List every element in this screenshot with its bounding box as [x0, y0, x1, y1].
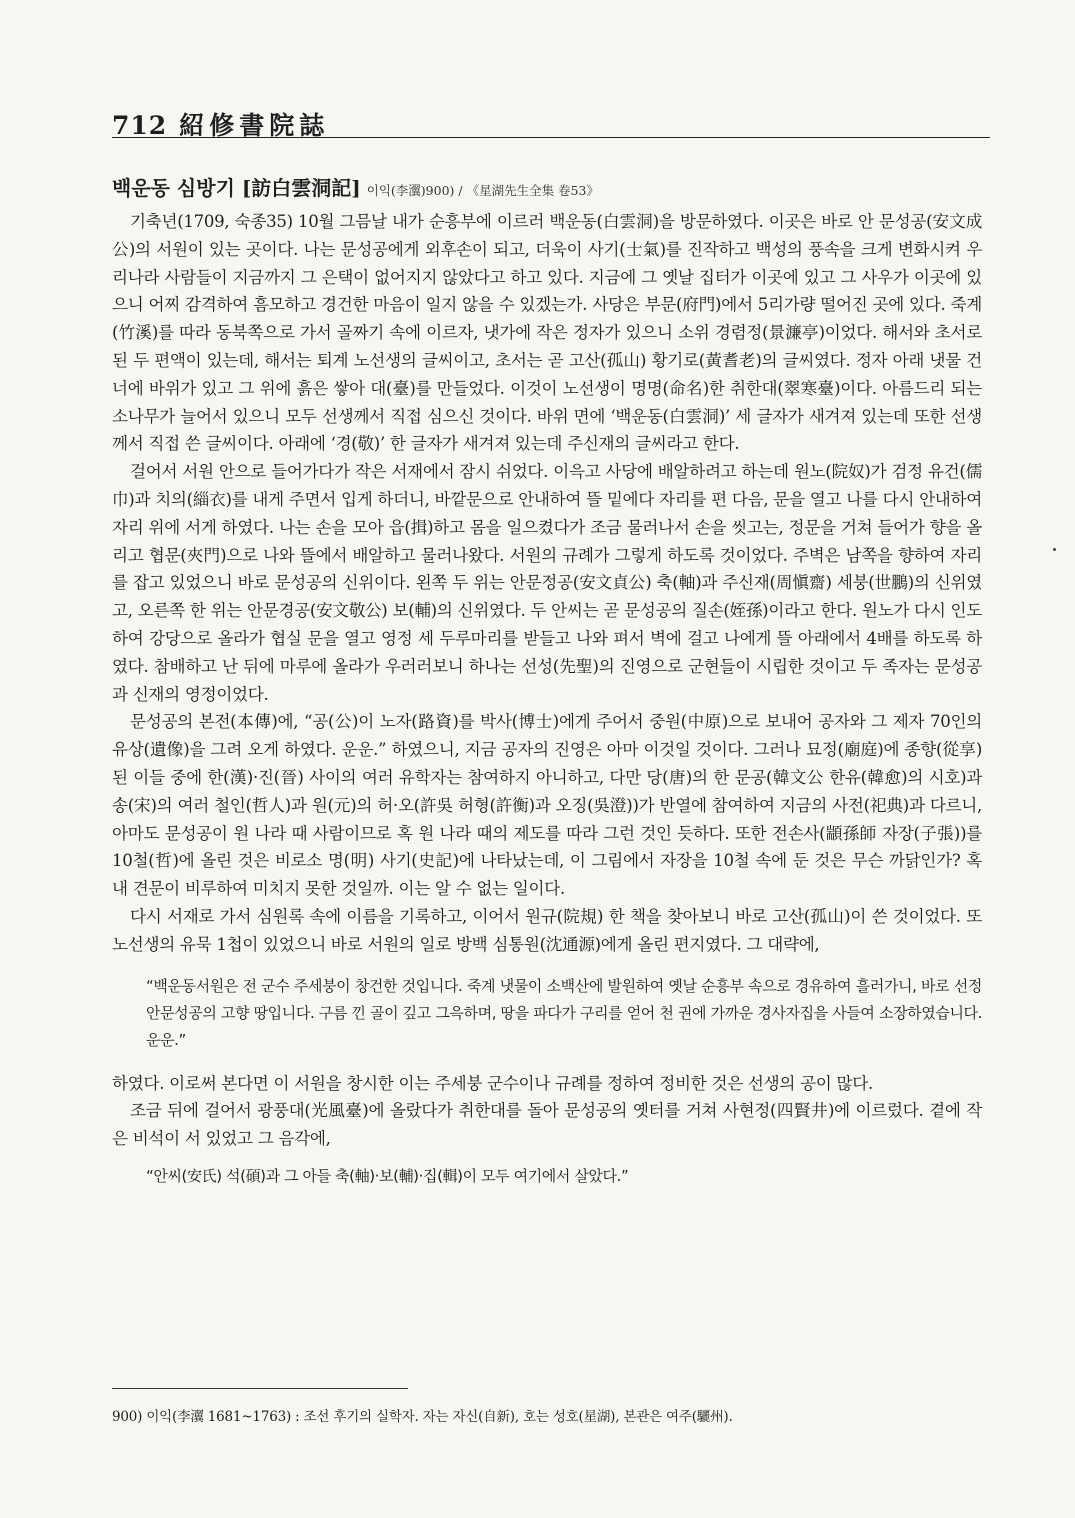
paragraph-4: 다시 서재로 가서 심원록 속에 이름을 기록하고, 이어서 원규(院規) 한 책을 찾아보니 바로 고산(孤山)이 쓴 것이었다. 또 노선생의 유묵 1첩이 있었으니 바로 서원의 일로 방백 심통원(沈通源)에게 올린 편지였다. 그 대략에, — [112, 906, 982, 954]
paragraph-2: 걸어서 서원 안으로 들어가다가 작은 서재에서 잠시 쉬었다. 이윽고 사당에 배알하려고 하는데 원노(院奴)가 검정 유건(儒巾)과 치의(緇衣)를 내게 주면서 입게 하더니, 바깥문으로 안내하여 뜰 밑에다 자리를 편 다음, 문을 열고 나를 다시 안내하여 자리 위에 서게 하였다. 나는 손을 모아 읍(揖)하고 몸을 일으켰다가 조금 물러나서 손을 씻고는, 정문을 거쳐 들어가 향을 올리고 협문(夾門)으로 나와 뜰에서 배알하고 물러나왔다. 서원의 규례가 그렇게 하도록 것이었다. 주벽은 남쪽을 향하여 자리를 잡고 있었으니 바로 문성공의 신위이다. 왼쪽 두 위는 안문정공(安文貞公) 축(軸)과 주신재(周愼齋) 세붕(世鵬)의 신위였고, 오른쪽 한 위는 안문경공(安文敬公) 보(輔)의 신위였다. 두 안씨는 곧 문성공의 질손(姪孫)이라고 한다. 원노가 다시 인도하여 강당으로 올라가 협실 문을 열고 영정 세 두루마리를 받들고 나와 펴서 벽에 걸고 나에게 뜰 아래에서 4배를 하도록 하였다. 참배하고 난 뒤에 마루에 올라가 우러러보니 하나는 선성(先聖)의 진영으로 군현들이 시립한 것이고 두 족자는 문성공과 신재의 영정이었다. — [112, 462, 983, 704]
article-body — [112, 208, 982, 1190]
paragraph-after-quote: 하였다. 이로써 본다면 이 서원을 창시한 이는 주세붕 군수이나 규례를 정하여 정비한 것은 선생의 공이 많다. — [112, 1073, 873, 1093]
block-quote-inscription: “안씨(安氏) 석(碩)과 그 아들 축(軸)·보(輔)·집(輯)이 모두 여기에서 살았다.” — [146, 1166, 629, 1185]
article-title: 백운동 심방기 [訪白雲洞記] — [112, 176, 361, 200]
book-title: 紹修書院誌 — [179, 111, 330, 140]
margin-dot — [1053, 548, 1056, 551]
footnote-rule — [112, 1388, 408, 1389]
article-source: 이익(李瀷)900) / 《星湖先生全集 卷53》 — [366, 183, 599, 198]
paragraph-1: 기축년(1709, 숙종35) 10월 그믐날 내가 순흥부에 이르러 백운동(白雲洞)을 방문하였다. 이곳은 바로 안 문성공(安文成公)의 서원이 있는 곳이다. 나는 문성공에게 외후손이 되고, 더욱이 사기(士氣)를 진작하고 백성의 풍속을 크게 변화시켜 우리나라 사람들이 지금까지 그 은택이 없어지지 않았다고 하고 있다. 지금에 그 옛날 집터가 이곳에 있고 그 사우가 이곳에 있으니 어찌 감격하여 흠모하고 경건한 마음이 일지 않을 수 있겠는가. 사당은 부문(府門)에서 5리가량 떨어진 곳에 있다. 죽계(竹溪)를 따라 동북쪽으로 가서 골짜기 속에 이르자, 냇가에 작은 정자가 있으니 소위 경렴정(景濂亭)이었다. 해서와 초서로 된 두 편액이 있는데, 해서는 퇴계 노선생의 글씨이고, 초서는 곧 고산(孤山) 황기로(黃耆老)의 글씨였다. 정자 아래 냇물 건너에 바위가 있고 그 위에 흙은 쌓아 대(臺)를 만들었다. 이것이 노선생이 명명(命名)한 취한대(翠寒臺)이다. 아름드리 되는 소나무가 늘어서 있으니 모두 선생께서 직접 심으신 것이다. 바위 면에 ‘백운동(白雲洞)’ 세 글자가 새겨져 있는데 또한 선생께서 직접 쓴 글씨이다. 아래에 ‘경(敬)’ 한 글자가 새겨져 있는데 주신재의 글씨라고 한다. — [112, 212, 982, 454]
article-heading — [112, 172, 992, 201]
block-quote-letter: “백운동서원은 전 군수 주세붕이 창건한 것입니다. 죽계 냇물이 소백산에 발원하여 옛날 순흥부 속으로 경유하여 흘러가니, 바로 선정 안문성공의 고향 땅입니다. 구름 낀 골이 깊고 그윽하며, 땅을 파다가 구리를 얻어 천 권에 가까운 경사자집을 사들여 소장하였습니다. 운운.” — [146, 976, 982, 1049]
page-number: 712 — [112, 111, 168, 140]
header-rule — [112, 137, 990, 138]
paragraph-5: 조금 뒤에 걸어서 광풍대(光風臺)에 올랐다가 취한대를 돌아 문성공의 옛터를 거쳐 사현정(四賢井)에 이르렀다. 곁에 작은 비석이 서 있었고 그 음각에, — [112, 1101, 982, 1149]
footnote: 900) 이익(李瀷 1681~1763) : 조선 후기의 실학자. 자는 자신(自新), 호는 성호(星湖), 본관은 여주(驪州). — [112, 1409, 733, 1425]
paragraph-3: 문성공의 본전(本傳)에, “공(公)이 노자(路資)를 박사(博士)에게 주어서 중원(中原)으로 보내어 공자와 그 제자 70인의 유상(遺像)을 그려 오게 하였다. 운운.” 하였으니, 지금 공자의 진영은 아마 이것일 것이다. 그러나 묘정(廟庭)에 종향(從享)된 이들 중에 한(漢)·진(晉) 사이의 여러 유학자는 참여하지 아니하고, 다만 당(唐)의 한 문공(韓文公 한유(韓愈)의 시호)과 송(宋)의 여러 철인(哲人)과 원(元)의 허·오(許吳 허형(許衡)과 오징(吳澄))가 반열에 참여하여 지금의 사전(祀典)과 다르니, 아마도 문성공이 원 나라 때 사람이므로 혹 원 나라 때의 제도를 따라 그런 것인 듯하다. 또한 전손사(顓孫師 자장(子張))를 10철(哲)에 올린 것은 비로소 명(明) 사기(史記)에 나타났는데, 이 그림에서 자장을 10철 속에 둔 것은 무슨 까닭인가? 혹 내 견문이 비루하여 미치지 못한 것일까. 이는 알 수 없는 일이다. — [112, 712, 982, 899]
